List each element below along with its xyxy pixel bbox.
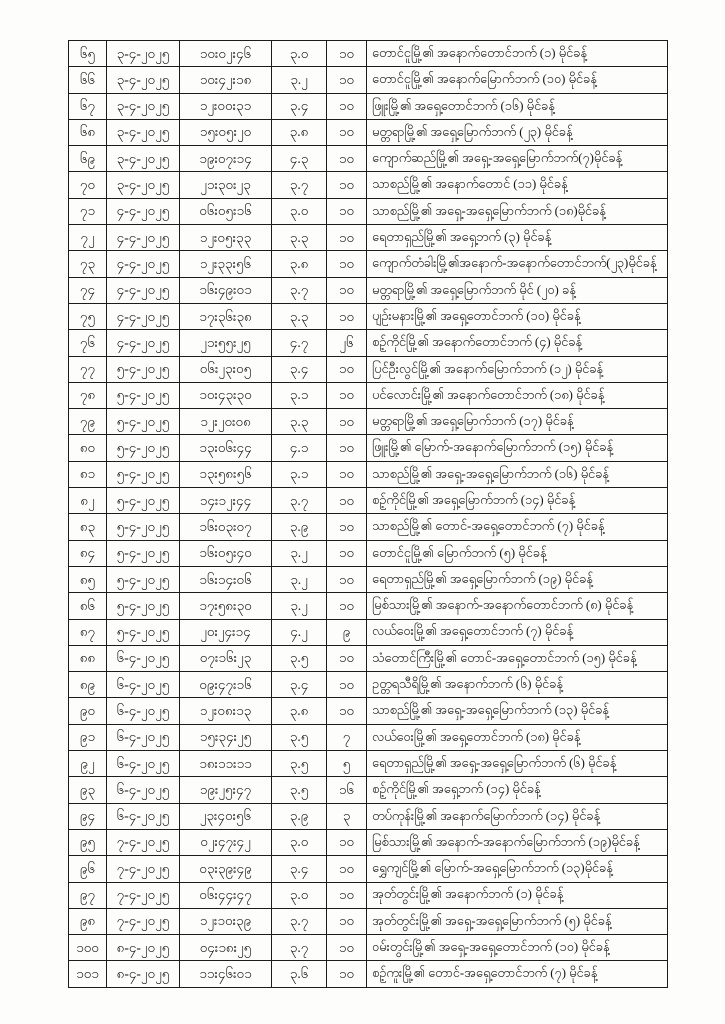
cell-depth: ၁၀ [327,146,367,172]
cell-no: ၈၃ [69,514,107,540]
table-row [69,225,668,251]
cell-location: ပြင်ဦးလွင်မြို့၏ အနောက်မြောက်ဘက် (၁၂) မိုင်ခန့် [367,356,668,382]
table-row [69,882,668,908]
cell-magnitude: ၃.၅ [272,724,327,750]
cell-time: ၁၀း၀၂း၄၆ [180,41,272,67]
cell-time: ၂၁း၅၅း၂၅ [180,330,272,356]
cell-location: အုတ်တွင်းမြို့၏ အနောက်ဘက် (၁) မိုင်ခန့် [367,882,668,908]
cell-no: ၈၅ [69,566,107,592]
cell-magnitude: ၃.၄ [272,93,327,119]
cell-magnitude: ၃.၉ [272,514,327,540]
cell-date: ၅-၄-၂၀၂၅ [107,619,180,645]
cell-time: ၁၈း၁၁း၁၁ [180,751,272,777]
cell-date: ၄-၄-၂၀၂၅ [107,330,180,356]
cell-no: ၈၉ [69,672,107,698]
cell-location: ကျောက်ဆည်မြို့၏ အရှေ့-အရှေ့မြောက်ဘက်(၇)မိုင်ခန့် [367,146,668,172]
cell-location: ဥတ္တရသီရိမြို့၏ အနောက်ဘက် (၆) မိုင်ခန့် [367,672,668,698]
cell-time: ၀၃း၃၉း၄၉ [180,856,272,882]
cell-no: ၈၈ [69,645,107,671]
table-row [69,198,668,224]
cell-depth: ၁၀ [327,540,367,566]
cell-depth: ၁၀ [327,908,367,934]
cell-time: ၁၂း၀၅း၃၃ [180,225,272,251]
table-row [69,566,668,592]
cell-time: ၀၇း၁၆း၂၃ [180,645,272,671]
table-row [69,777,668,803]
cell-magnitude: ၃.၃ [272,303,327,329]
table-row [69,514,668,540]
cell-time: ၀၉း၄၇း၁၆ [180,672,272,698]
cell-time: ၁၃း၀၆း၄၄ [180,435,272,461]
cell-magnitude: ၃.၈ [272,119,327,145]
cell-location: ဖြူးမြို့၏ မြောက်-အနောက်မြောက်ဘက် (၁၅) မိုင်ခန့် [367,435,668,461]
cell-location: ဝမ်းတွင်းမြို့၏ အရှေ့-အရှေ့တောင်ဘက် (၁၀) မိုင်ခန့် [367,935,668,961]
cell-time: ၂၀း၂၄း၁၄ [180,619,272,645]
cell-magnitude: ၃.၇ [272,488,327,514]
cell-time: ၂၁း၃၀း၂၃ [180,172,272,198]
table-row [69,382,668,408]
cell-depth: ၁၀ [327,409,367,435]
cell-location: လယ်ဝေးမြို့၏ အရှေ့တောင်ဘက် (၇) မိုင်ခန့် [367,619,668,645]
cell-location: လယ်ဝေးမြို့၏ အရှေ့တောင်ဘက် (၁၈) မိုင်ခန့် [367,724,668,750]
cell-time: ၁၇း၃၆း၃၈ [180,303,272,329]
cell-no: ၈၇ [69,619,107,645]
table-row [69,356,668,382]
cell-no: ၈၄ [69,540,107,566]
table-row [69,409,668,435]
cell-depth: ၁၀ [327,461,367,487]
cell-depth: ၁၀ [327,172,367,198]
cell-location: သာစည်မြို့၏ တောင်-အရှေ့တောင်ဘက် (၇) မိုင်ခန့် [367,514,668,540]
table-row [69,645,668,671]
cell-date: ၆-၄-၂၀၂၅ [107,698,180,724]
cell-depth: ၁၀ [327,514,367,540]
cell-location: သံတောင်ကြီးမြို့၏ တောင်-အရှေ့တောင်ဘက် (၁၅) မိုင်ခန့် [367,645,668,671]
table-row [69,593,668,619]
table-row [69,172,668,198]
table-row [69,829,668,855]
cell-location: စဉ့်ကိုင်မြို့၏ အနောက်တောင်ဘက် (၄) မိုင်ခန့် [367,330,668,356]
cell-magnitude: ၃.၈ [272,698,327,724]
cell-date: ၄-၄-၂၀၂၅ [107,198,180,224]
cell-magnitude: ၃.၁ [272,461,327,487]
cell-no: ၉၆ [69,856,107,882]
table-row [69,330,668,356]
cell-magnitude: ၃.၂ [272,540,327,566]
cell-magnitude: ၃.၅ [272,645,327,671]
cell-time: ၁၂း၀၈း၁၃ [180,698,272,724]
table-row [69,698,668,724]
cell-date: ၇-၄-၂၀၂၅ [107,856,180,882]
cell-depth: ၁၀ [327,67,367,93]
cell-magnitude: ၃.၀ [272,198,327,224]
cell-time: ၁၃း၅၈း၅၆ [180,461,272,487]
cell-no: ၁၀၁ [69,961,107,987]
cell-date: ၇-၄-၂၀၂၅ [107,829,180,855]
cell-date: ၅-၄-၂၀၂၅ [107,488,180,514]
table-row [69,908,668,934]
cell-location: ပင်လောင်းမြို့၏ အနောက်တောင်ဘက် (၁၈) မိုင်ခန့် [367,382,668,408]
cell-time: ၁၉း၀၇း၁၄ [180,146,272,172]
cell-date: ၄-၄-၂၀၂၅ [107,225,180,251]
cell-location: သာစည်မြို့၏ အနောက်တောင် (၁၁) မိုင်ခန့် [367,172,668,198]
cell-magnitude: ၃.၄ [272,856,327,882]
cell-depth: ၁၀ [327,645,367,671]
cell-location: သာစည်မြို့၏ အရှေ့-အရှေ့မြောက်ဘက် (၁၈)မိုင်ခန့် [367,198,668,224]
cell-date: ၅-၄-၂၀၂၅ [107,566,180,592]
cell-time: ၀၂း၄၇း၄၂ [180,829,272,855]
table-row [69,672,668,698]
cell-magnitude: ၃.၇ [272,908,327,934]
cell-location: မတ္တရာမြို့၏ အရှေ့မြောက်ဘက် (၁၇) မိုင်ခန့် [367,409,668,435]
cell-location: ကျောက်တံခါးမြို့၏အနောက်-အနောက်တောင်ဘက်(၂၃)မိုင်ခန့် [367,251,668,277]
cell-time: ၁၅း၃၄း၂၅ [180,724,272,750]
cell-time: ၁၀း၄၃း၃၀ [180,382,272,408]
cell-time: ၁၆း၄၉း၀၁ [180,277,272,303]
cell-date: ၅-၄-၂၀၂၅ [107,409,180,435]
cell-location: ဖြူးမြို့၏ အရှေ့တောင်ဘက် (၁၆) မိုင်ခန့် [367,93,668,119]
cell-depth: ၁၀ [327,119,367,145]
cell-depth: ၁၀ [327,488,367,514]
cell-magnitude: ၃.၆ [272,961,327,987]
table-row [69,435,668,461]
cell-date: ၅-၄-၂၀၂၅ [107,435,180,461]
cell-date: ၃-၄-၂၀၂၅ [107,119,180,145]
cell-magnitude: ၃.၃ [272,409,327,435]
cell-no: ၉၃ [69,777,107,803]
cell-time: ၁၂း၀၀း၃၁ [180,93,272,119]
cell-no: ၆၅ [69,41,107,67]
cell-date: ၆-၄-၂၀၂၅ [107,777,180,803]
cell-no: ၉၁ [69,724,107,750]
table-row [69,856,668,882]
cell-magnitude: ၃.၄ [272,672,327,698]
cell-date: ၅-၄-၂၀၂၅ [107,540,180,566]
cell-date: ၈-၄-၂၀၂၅ [107,935,180,961]
cell-depth: ၁၀ [327,566,367,592]
cell-date: ၅-၄-၂၀၂၅ [107,461,180,487]
cell-magnitude: ၃.၃ [272,225,327,251]
cell-time: ၁၁း၄၆း၀၁ [180,961,272,987]
cell-no: ၉၈ [69,908,107,934]
cell-time: ၁၆း၁၄း၀၆ [180,566,272,592]
cell-date: ၃-၄-၂၀၂၅ [107,67,180,93]
cell-no: ၇၄ [69,277,107,303]
cell-no: ၇၀ [69,172,107,198]
cell-no: ၈၆ [69,593,107,619]
cell-time: ၁၂း၂၀း၀၈ [180,409,272,435]
cell-no: ၇၆ [69,330,107,356]
cell-magnitude: ၃.၂ [272,566,327,592]
cell-no: ၉၄ [69,803,107,829]
cell-date: ၅-၄-၂၀၂၅ [107,356,180,382]
cell-magnitude: ၃.၇ [272,277,327,303]
cell-depth: ၁၀ [327,593,367,619]
cell-date: ၄-၄-၂၀၂၅ [107,277,180,303]
cell-date: ၅-၄-၂၀၂၅ [107,514,180,540]
cell-date: ၇-၄-၂၀၂၅ [107,908,180,934]
cell-time: ၁၂း၁၀း၃၉ [180,908,272,934]
cell-date: ၆-၄-၂၀၂၅ [107,803,180,829]
cell-magnitude: ၄.၂ [272,619,327,645]
table-row [69,488,668,514]
cell-time: ၂၃း၄၀း၅၆ [180,803,272,829]
cell-depth: ၅ [327,751,367,777]
cell-time: ၁၅း၀၅း၂၀ [180,119,272,145]
cell-date: ၆-၄-၂၀၂၅ [107,724,180,750]
cell-depth: ၁၀ [327,198,367,224]
cell-magnitude: ၃.၁ [272,382,327,408]
cell-time: ၁၉း၂၅း၄၇ [180,777,272,803]
cell-no: ၆၆ [69,67,107,93]
cell-magnitude: ၃.၂ [272,593,327,619]
cell-magnitude: ၃.၈ [272,251,327,277]
cell-depth: ၁၀ [327,935,367,961]
cell-no: ၇၇ [69,356,107,382]
cell-magnitude: ၃.၄ [272,356,327,382]
cell-date: ၃-၄-၂၀၂၅ [107,93,180,119]
cell-date: ၄-၄-၂၀၂၅ [107,251,180,277]
cell-location: အုတ်တွင်းမြို့၏ အရှေ့-အရှေ့မြောက်ဘက် (၅) မိုင်ခန့် [367,908,668,934]
cell-depth: ၁၀ [327,856,367,882]
cell-location: တပ်ကုန်းမြို့၏ အနောက်မြောက်ဘက် (၁၄) မိုင်ခန့် [367,803,668,829]
table-row [69,540,668,566]
cell-time: ၀၄း၁၈း၂၅ [180,935,272,961]
cell-time: ၁၆း၀၅း၄၀ [180,540,272,566]
cell-time: ၀၆း၂၃း၀၅ [180,356,272,382]
cell-location: ရေတာရှည်မြို့၏ အရှေ့ဘက် (၃) မိုင်ခန့် [367,225,668,251]
table-row [69,751,668,777]
cell-no: ၉၇ [69,882,107,908]
cell-depth: ၁၀ [327,435,367,461]
cell-time: ၁၇း၅၈း၃၀ [180,593,272,619]
cell-time: ၁၄း၁၂း၄၄ [180,488,272,514]
cell-time: ၀၆း၀၅း၁၆ [180,198,272,224]
table-row [69,724,668,750]
cell-no: ၆၇ [69,93,107,119]
cell-depth: ၁၀ [327,672,367,698]
cell-date: ၃-၄-၂၀၂၅ [107,41,180,67]
cell-no: ၆၈ [69,119,107,145]
cell-time: ၁၀း၄၂း၁၈ [180,67,272,93]
cell-magnitude: ၃.၉ [272,803,327,829]
cell-magnitude: ၃.၀ [272,829,327,855]
cell-location: သာစည်မြို့၏ အရှေ့-အရှေ့မြောက်ဘက် (၁၆) မိုင်ခန့် [367,461,668,487]
cell-depth: ၁၀ [327,356,367,382]
cell-location: မြစ်သားမြို့၏ အနောက်-အနောက်တောင်ဘက် (၈) မိုင်ခန့် [367,593,668,619]
cell-magnitude: ၄.၃ [272,146,327,172]
table-row [69,935,668,961]
cell-depth: ၁၀ [327,829,367,855]
cell-no: ၈၂ [69,488,107,514]
cell-date: ၇-၄-၂၀၂၅ [107,882,180,908]
table-row [69,146,668,172]
earthquake-table-body [69,41,668,988]
cell-magnitude: ၄.၁ [272,435,327,461]
cell-depth: ၁၀ [327,698,367,724]
cell-location: စဉ့်ကိုင်မြို့၏ အရှေ့ဘက် (၁၄) မိုင်ခန့် [367,777,668,803]
cell-magnitude: ၃.၂ [272,67,327,93]
table-row [69,461,668,487]
cell-magnitude: ၄.၇ [272,330,327,356]
table-row [69,619,668,645]
cell-location: မြစ်သားမြို့၏ အနောက်-အနောက်မြောက်ဘက် (၁၉)မိုင်ခန့် [367,829,668,855]
table-row [69,41,668,67]
cell-date: ၆-၄-၂၀၂၅ [107,645,180,671]
cell-date: ၅-၄-၂၀၂၅ [107,593,180,619]
cell-no: ၉၀ [69,698,107,724]
cell-depth: ၁၆ [327,777,367,803]
cell-depth: ၁၀ [327,251,367,277]
cell-date: ၆-၄-၂၀၂၅ [107,672,180,698]
cell-depth: ၁၀ [327,93,367,119]
cell-no: ၆၉ [69,146,107,172]
table-row [69,961,668,987]
cell-date: ၈-၄-၂၀၂၅ [107,961,180,987]
cell-depth: ၁၀ [327,382,367,408]
cell-depth: ၃ [327,803,367,829]
cell-location: စဉ့်ကူးမြို့၏ တောင်-အရှေ့တောင်ဘက် (၇) မိုင်ခန့် [367,961,668,987]
cell-location: မတ္တရာမြို့၏ အရှေ့မြောက်ဘက် မိုင် (၂၀) ခန့် [367,277,668,303]
cell-no: ၇၁ [69,198,107,224]
cell-no: ၁၀၀ [69,935,107,961]
cell-location: တောင်ငူမြို့၏ အနောက်မြောက်ဘက် (၁၀) မိုင်ခန့် [367,67,668,93]
table-row [69,93,668,119]
cell-date: ၄-၄-၂၀၂၅ [107,303,180,329]
table-row [69,303,668,329]
cell-depth: ၁၀ [327,961,367,987]
cell-magnitude: ၃.၇ [272,935,327,961]
cell-no: ၇၈ [69,382,107,408]
cell-no: ၇၅ [69,303,107,329]
cell-depth: ၇ [327,724,367,750]
cell-location: ပျဉ်းမနားမြို့၏ အရှေ့တောင်ဘက် (၁၀) မိုင်ခန့် [367,303,668,329]
cell-depth: ၁၀ [327,41,367,67]
cell-location: တောင်ငူမြို့၏ မြောက်ဘက် (၅) မိုင်ခန့် [367,540,668,566]
cell-magnitude: ၃.၀ [272,882,327,908]
cell-location: ရေတာရှည်မြို့၏ အရှေ့-အရှေ့မြောက်ဘက် (၆) မိုင်ခန့် [367,751,668,777]
cell-location: မတ္တရာမြို့၏ အရှေ့မြောက်ဘက် (၂၃) မိုင်ခန့် [367,119,668,145]
cell-time: ၀၆း၄၄း၄၇ [180,882,272,908]
cell-location: သာစည်မြို့၏ အရှေ့-အရှေ့မြောက်ဘက် (၁၃) မိုင်ခန့် [367,698,668,724]
cell-location: တောင်ငူမြို့၏ အနောက်တောင်ဘက် (၁) မိုင်ခန့် [367,41,668,67]
cell-date: ၃-၄-၂၀၂၅ [107,146,180,172]
cell-location: ရေတာရှည်မြို့၏ အရှေ့မြောက်ဘက် (၁၉) မိုင်ခန့် [367,566,668,592]
table-row [69,119,668,145]
earthquake-records-table [68,40,668,988]
cell-time: ၁၂း၃၃း၅၆ [180,251,272,277]
table-row [69,803,668,829]
cell-time: ၁၆း၀၃း၀၇ [180,514,272,540]
cell-magnitude: ၃.၅ [272,751,327,777]
cell-magnitude: ၃.၅ [272,777,327,803]
table-row [69,251,668,277]
cell-date: ၆-၄-၂၀၂၅ [107,751,180,777]
cell-date: ၅-၄-၂၀၂၅ [107,382,180,408]
cell-location: ရွှေကျင်မြို့၏ မြောက်-အရှေ့မြောက်ဘက် (၁၃)မိုင်ခန့် [367,856,668,882]
cell-depth: ၂၆ [327,330,367,356]
table-row [69,67,668,93]
cell-location: စဉ့်ကိုင်မြို့၏ အရှေ့မြောက်ဘက် (၁၄) မိုင်ခန့် [367,488,668,514]
cell-no: ၈၀ [69,435,107,461]
cell-depth: ၁၀ [327,303,367,329]
cell-no: ၇၃ [69,251,107,277]
cell-depth: ၁၀ [327,882,367,908]
cell-magnitude: ၃.၀ [272,41,327,67]
cell-no: ၇၉ [69,409,107,435]
cell-magnitude: ၃.၇ [272,172,327,198]
table-row [69,277,668,303]
cell-depth: ၁၀ [327,277,367,303]
cell-no: ၈၁ [69,461,107,487]
cell-no: ၉၅ [69,829,107,855]
cell-no: ၇၂ [69,225,107,251]
cell-date: ၃-၄-၂၀၂၅ [107,172,180,198]
cell-no: ၉၂ [69,751,107,777]
cell-depth: ၉ [327,619,367,645]
cell-depth: ၁၀ [327,225,367,251]
